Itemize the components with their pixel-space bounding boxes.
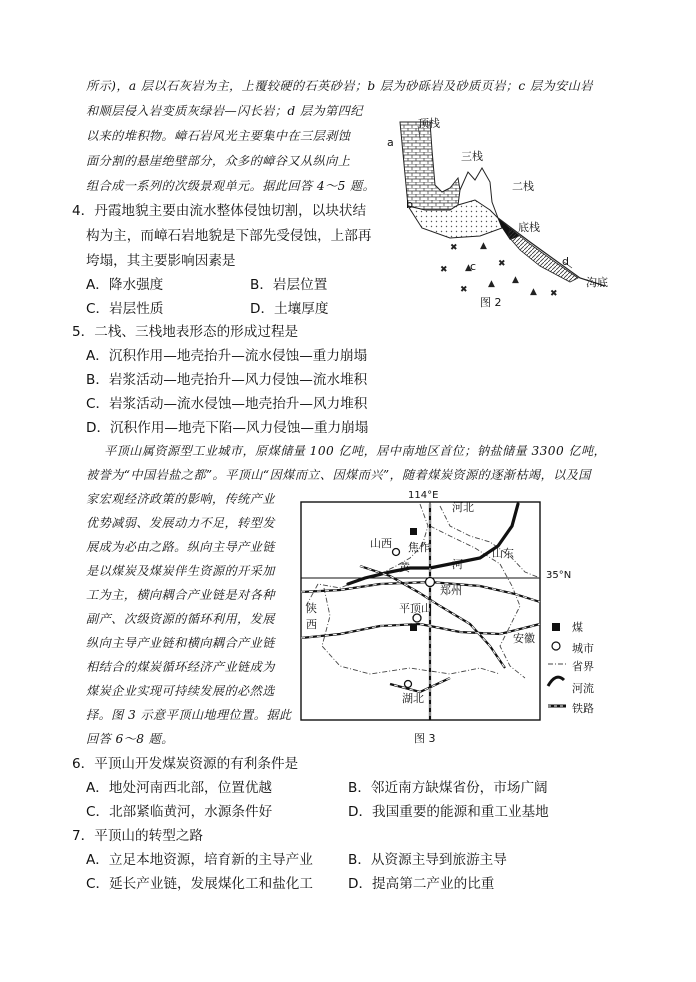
city-zhengzhou (426, 578, 435, 587)
fig2-label-d: d (562, 255, 569, 268)
map-lat-label: 35°N (546, 570, 572, 581)
legend-railway: 铁路 (572, 702, 594, 715)
map-place-huang: 黄 (399, 561, 410, 574)
q6-stem: 6．平顶山开发煤炭资源的有利条件是 (72, 756, 299, 772)
fig2-label-a: a (387, 136, 394, 149)
q5-stem: 5．二栈、三栈地表形态的形成过程是 (72, 324, 299, 340)
fig2-label-b: b (406, 198, 413, 211)
q4-stem-line: 4．丹霞地貌主要由流水整体侵蚀切割，以块状结 (72, 203, 367, 219)
passage1-line: 组合成一系列的次级景观单元。据此回答 4～5 题。 (86, 179, 376, 193)
layer-a (400, 122, 460, 210)
map-place-he: 河 (452, 558, 463, 571)
svg-text:✖: ✖ (550, 289, 558, 299)
figure-3-map (300, 496, 626, 734)
passage2-line: 副产、次级资源的循环利用，发展 (86, 612, 275, 626)
passage2-line: 优势减弱、发展动力不足，转型发 (86, 516, 275, 530)
svg-text:✖: ✖ (450, 243, 458, 253)
passage2-line: 纵向主导产业链和横向耦合产业链 (86, 636, 275, 650)
passage2-line: 相结合的煤炭循环经济产业链成为 (86, 660, 275, 674)
legend-coal: 煤 (572, 621, 583, 634)
q4-stem-line: 构为主，而嶂石岩地貌是下部先受侵蚀，上部再 (86, 228, 372, 244)
passage2-line: 择。图 3 示意平顶山地理位置。据此 (86, 708, 292, 722)
q4-option-b[interactable]: B．岩层位置 (250, 277, 328, 293)
svg-text:✖: ✖ (440, 265, 448, 275)
fig2-label-valley: 沟底 (586, 276, 608, 289)
legend-city: 城市 (572, 642, 594, 655)
svg-text:▲: ▲ (512, 275, 519, 285)
fig2-label-top: 顶栈 (418, 117, 440, 130)
passage2-line: 展成为必由之路。纵向主导产业链 (86, 540, 275, 554)
coal-jiaozuo (410, 528, 417, 535)
map-place-hebei: 河北 (452, 501, 474, 514)
svg-text:▲: ▲ (480, 241, 487, 251)
map-place-shandong: 山东 (492, 547, 514, 560)
passage1-line: 和顺层侵入岩变质灰绿岩—闪长岩；d 层为第四纪 (86, 104, 363, 118)
passage2-line: 煤炭企业实现可持续发展的必然选 (86, 684, 275, 698)
passage2-line: 回答 6～8 题。 (86, 732, 174, 746)
svg-text:▲: ▲ (465, 263, 472, 273)
svg-text:✖: ✖ (460, 285, 468, 295)
q7-stem: 7．平顶山的转型之路 (72, 828, 203, 844)
map-place-jiaozuo: 焦作 (408, 541, 430, 554)
passage1-line: 所示)，a 层以石灰岩为主，上覆较硬的石英砂岩；b 层为砂砾岩及砂质页岩；c 层为安山岩 (86, 79, 593, 93)
q4-option-c[interactable]: C．岩层性质 (86, 301, 164, 317)
passage2-line: 平顶山属资源型工业城市，原煤储量 100 亿吨，居中南地区首位；钠盐储量 3300 亿吨， (104, 444, 607, 458)
passage2-line: 工为主，横向耦合产业链是对各种 (86, 588, 275, 602)
figure-2-cliff-profile (380, 110, 620, 310)
q6-option-d[interactable]: D．我国重要的能源和重工业基地 (348, 804, 549, 820)
q4-option-a[interactable]: A．降水强度 (86, 277, 164, 293)
legend-province-border: 省界 (572, 660, 594, 673)
passage2-line: 是以煤炭及煤炭伴生资源的开采加 (86, 564, 275, 578)
city-jiaozuo (393, 549, 400, 556)
map-place-shaanxi-1: 陕 (306, 602, 317, 615)
passage2-line: 被誉为“中国岩盐之都”。平顶山“因煤而立、因煤而兴”，随着煤炭资源的逐渐枯竭，以及国 (86, 468, 591, 482)
q6-option-a[interactable]: A．地处河南西北部，位置优越 (86, 780, 273, 796)
q6-option-c[interactable]: C．北部紧临黄河，水源条件好 (86, 804, 273, 820)
passage1-line: 以来的堆积物。嶂石岩风光主要集中在三层剥蚀 (86, 129, 351, 143)
passage2-line: 家宏观经济政策的影响，传统产业 (86, 492, 275, 506)
q7-option-c[interactable]: C．延长产业链，发展煤化工和盐化工 (86, 876, 313, 892)
fig2-label-bottom: 底栈 (518, 221, 540, 234)
q4-option-d[interactable]: D．土壤厚度 (250, 301, 329, 317)
map-lon-label: 114°E (408, 490, 439, 501)
fig3-caption: 图 3 (414, 732, 436, 745)
fig2-label-c: c (470, 260, 477, 273)
map-place-pingdingshan: 平顶山 (399, 602, 432, 615)
q7-option-b[interactable]: B．从资源主导到旅游主导 (348, 852, 507, 868)
q7-option-d[interactable]: D．提高第二产业的比重 (348, 876, 495, 892)
legend-river: 河流 (572, 682, 594, 695)
q4-stem-line: 垮塌，其主要影响因素是 (86, 253, 236, 269)
svg-text:✖: ✖ (498, 259, 506, 269)
fig2-caption: 图 2 (480, 296, 502, 309)
q5-option-a[interactable]: A．沉积作用—地壳抬升—流水侵蚀—重力崩塌 (86, 348, 368, 364)
map-place-anhui: 安徽 (513, 632, 535, 645)
svg-text:▲: ▲ (488, 279, 495, 289)
q6-option-b[interactable]: B．邻近南方缺煤省份，市场广阔 (348, 780, 548, 796)
q7-option-a[interactable]: A．立足本地资源，培育新的主导产业 (86, 852, 313, 868)
q5-option-d[interactable]: D．沉积作用—地壳下陷—风力侵蚀—重力崩塌 (86, 420, 369, 436)
map-place-shaanxi-2: 西 (306, 618, 317, 631)
q5-option-c[interactable]: C．岩浆活动—流水侵蚀—地壳抬升—风力堆积 (86, 396, 368, 412)
passage1-line: 面分割的悬崖绝壁部分，众多的嶂谷又从纵向上 (86, 154, 351, 168)
city-south (405, 681, 412, 688)
svg-text:▲: ▲ (530, 287, 537, 297)
map-place-zhengzhou: 郑州 (440, 584, 462, 597)
q5-option-b[interactable]: B．岩浆活动—地壳抬升—风力侵蚀—流水堆积 (86, 372, 368, 388)
coal-pingdingshan (410, 624, 417, 631)
fig2-label-third: 三栈 (461, 150, 483, 163)
map-place-shanxi: 山西 (370, 537, 392, 550)
fig2-label-second: 二栈 (512, 180, 534, 193)
map-place-hubei: 湖北 (402, 692, 424, 705)
